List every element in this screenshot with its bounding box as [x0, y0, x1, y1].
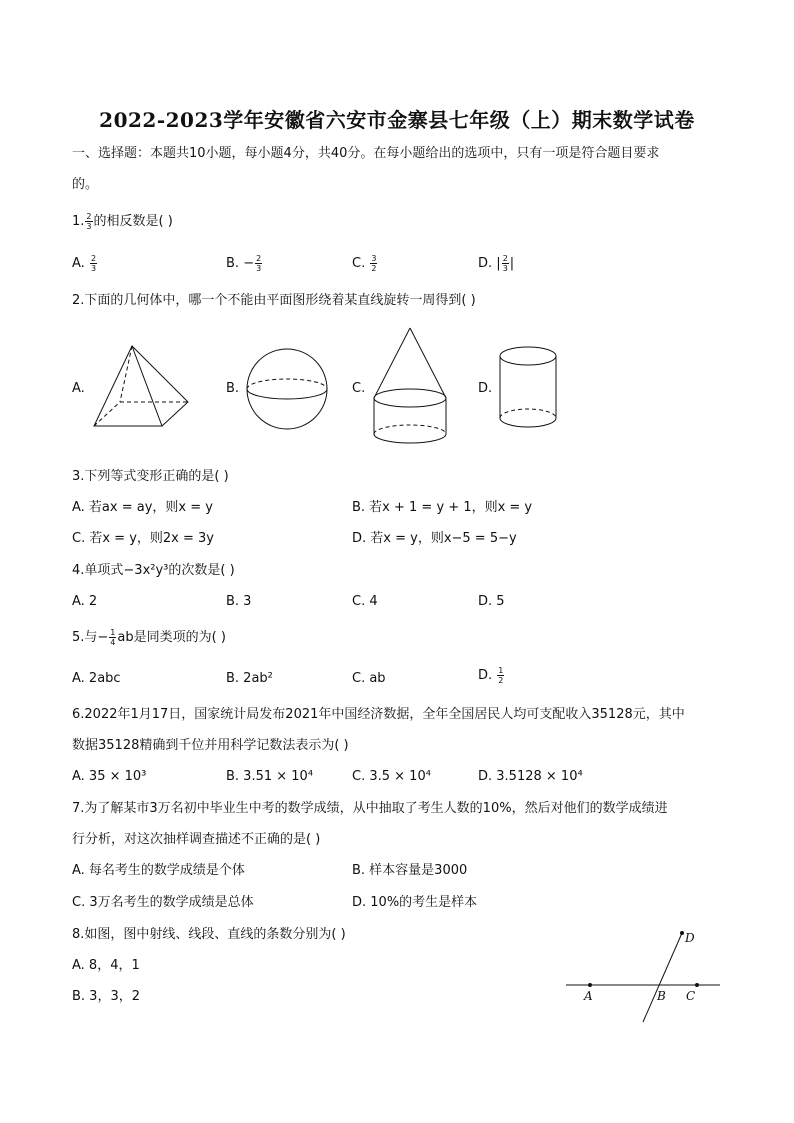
q2-option-d-label[interactable]: D. [478, 381, 493, 396]
section-instructions-line1: 一、选择题：本题共10小题，每小题4分，共40分。在每小题给出的选项中，只有一项是符合题目要求 [72, 146, 660, 161]
q6-option-d[interactable]: D. 3.5128 × 10⁴ [478, 769, 583, 784]
q5-option-c[interactable]: C. ab [352, 671, 386, 686]
section-instructions-line2: 的。 [72, 177, 99, 192]
lines-figure [562, 922, 726, 1026]
cylinder-figure [496, 344, 560, 434]
question-6-line2: 数据35128精确到千位并用科学记数法表示为( ) [72, 738, 349, 753]
fraction: $\frac{2}{3}$ [86, 212, 92, 231]
sphere-figure [244, 346, 330, 432]
q1-option-b[interactable]: B. − $\frac{2}{3}$ [226, 254, 262, 273]
q5-option-d[interactable]: D. $\frac{1}{2}$ [478, 666, 504, 685]
q7-option-a[interactable]: A. 每名考生的数学成绩是个体 [72, 863, 245, 878]
q7-option-c[interactable]: C. 3万名考生的数学成绩是总体 [72, 895, 254, 910]
cone-on-cylinder-figure [366, 326, 454, 450]
point-label-c: C [686, 989, 696, 1003]
question-7-line2: 行分析，对这次抽样调查描述不正确的是( ) [72, 832, 321, 847]
question-6-line1: 6.2022年1月17日，国家统计局发布2021年中国经济数据，全年全国居民人均可支配收入35128元，其中 [72, 707, 685, 722]
q1-option-a[interactable]: A. $\frac{2}{3}$ [72, 254, 97, 273]
pyramid-figure [88, 340, 198, 432]
question-4: 4.单项式−3x²y³的次数是( ) [72, 563, 235, 578]
q6-option-b[interactable]: B. 3.51 × 10⁴ [226, 769, 314, 784]
question-1: 1. $\frac{2}{3}$ 的相反数是( ) [72, 212, 173, 231]
q8-option-a[interactable]: A. 8，4，1 [72, 958, 140, 973]
q4-option-c[interactable]: C. 4 [352, 594, 378, 609]
point-label-b: B [657, 989, 666, 1003]
q5-option-a[interactable]: A. 2abc [72, 671, 121, 686]
question-7-line1: 7.为了解某市3万名初中毕业生中考的数学成绩，从中抽取了考生人数的10%，然后对他们的数学成绩进 [72, 801, 668, 816]
q8-option-b[interactable]: B. 3，3，2 [72, 989, 140, 1004]
question-2: 2.下面的几何体中，哪一个不能由平面图形绕着某直线旋转一周得到( ) [72, 293, 476, 308]
q3-option-c[interactable]: C. 若x = y，则2x = 3y [72, 531, 214, 546]
q6-option-c[interactable]: C. 3.5 × 10⁴ [352, 769, 431, 784]
q7-option-b[interactable]: B. 样本容量是3000 [352, 863, 468, 878]
question-8: 8.如图，图中射线、线段、直线的条数分别为( ) [72, 927, 346, 942]
q4-option-b[interactable]: B. 3 [226, 594, 252, 609]
q1-option-d[interactable]: D. | $\frac{2}{3}$ | [478, 254, 515, 273]
page-title: 2022-2023学年安徽省六安市金寨县七年级（上）期末数学试卷 [99, 108, 695, 132]
question-5: 5.与− $\frac{1}{4}$ ab是同类项的为( ) [72, 628, 226, 647]
q5-option-b[interactable]: B. 2ab² [226, 671, 273, 686]
q2-option-b-label[interactable]: B. [226, 381, 240, 396]
q4-option-d[interactable]: D. 5 [478, 594, 505, 609]
question-3: 3.下列等式变形正确的是( ) [72, 469, 229, 484]
q2-option-c-label[interactable]: C. [352, 381, 366, 396]
q1-option-c[interactable]: C. $\frac{3}{2}$ [352, 254, 377, 273]
fraction: $\frac{1}{4}$ [110, 628, 116, 647]
q3-option-a[interactable]: A. 若ax = ay，则x = y [72, 500, 213, 515]
q3-option-d[interactable]: D. 若x = y，则x−5 = 5−y [352, 531, 517, 546]
q6-option-a[interactable]: A. 35 × 10³ [72, 769, 147, 784]
q3-option-b[interactable]: B. 若x + 1 = y + 1，则x = y [352, 500, 533, 515]
q2-option-a-label[interactable]: A. [72, 381, 85, 396]
point-label-d: D [685, 931, 695, 945]
q4-option-a[interactable]: A. 2 [72, 594, 98, 609]
q7-option-d[interactable]: D. 10%的考生是样本 [352, 895, 478, 910]
point-label-a: A [584, 989, 593, 1003]
